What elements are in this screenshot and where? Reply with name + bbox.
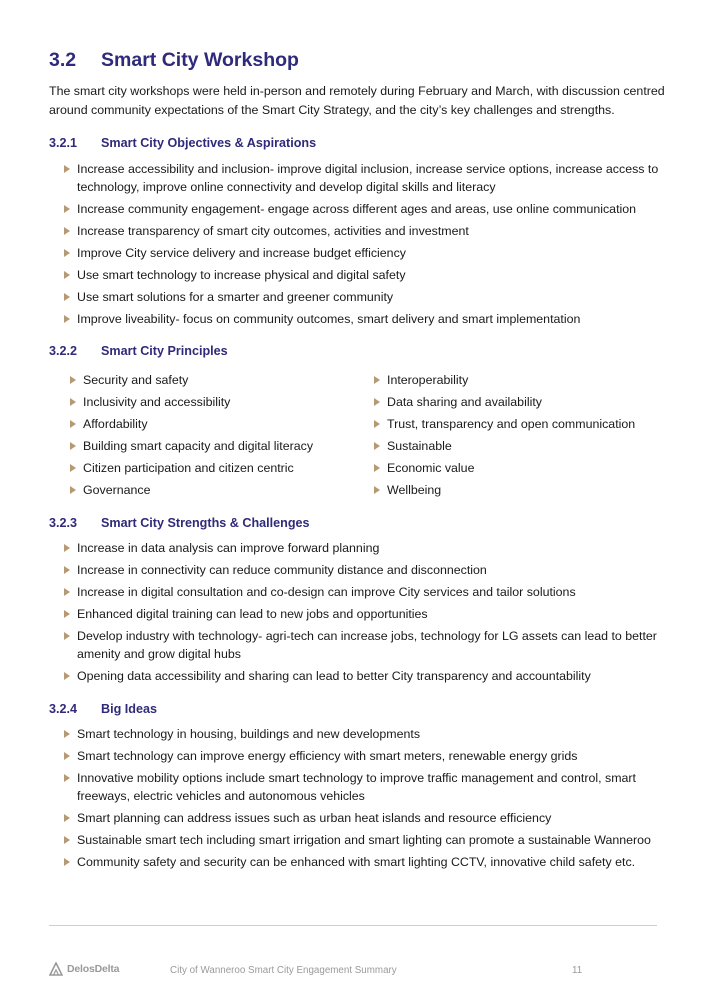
section-title: Smart City Workshop (101, 49, 299, 71)
principles-heading (49, 344, 228, 358)
strengths-list (63, 539, 663, 689)
principle-item: Inclusivity and accessibility (69, 393, 359, 411)
footer-logo (49, 962, 119, 976)
strengths-heading (49, 516, 310, 530)
big-idea-item: Community safety and security can be enhanced with smart lighting CCTV, innovative child safety etc. (63, 853, 663, 871)
strengths-number: 3.2.3 (49, 516, 78, 530)
footer-title: City of Wanneroo Smart City Engagement Summary (170, 965, 397, 976)
big-idea-item: Sustainable smart tech including smart irrigation and smart lighting can promote a sustainable Wanneroo (63, 831, 663, 849)
strength-item: Opening data accessibility and sharing can lead to better City transparency and accountability (63, 667, 663, 685)
section-heading (49, 49, 299, 72)
big-ideas-heading (49, 702, 157, 716)
objective-item: Increase accessibility and inclusion- improve digital inclusion, increase service options, increase access to technology, improve online connectivity and develop digital skills and literacy (63, 160, 663, 196)
strength-item: Develop industry with technology- agri-tech can increase jobs, technology for LG assets can lead to better amenity and grow digital hubs (63, 627, 663, 663)
section-number: 3.2 (49, 49, 77, 71)
logo-text: DelosDelta (67, 963, 120, 975)
strength-item: Increase in data analysis can improve forward planning (63, 539, 663, 557)
principles-right-list (373, 371, 663, 503)
objective-item: Increase community engagement- engage across different ages and areas, use online communication (63, 200, 663, 218)
big-ideas-title: Big Ideas (101, 702, 157, 716)
principle-item: Data sharing and availability (373, 393, 663, 411)
strength-item: Increase in digital consultation and co-design can improve City services and tailor solutions (63, 583, 663, 601)
principle-item: Affordability (69, 415, 359, 433)
strength-item: Increase in connectivity can reduce community distance and disconnection (63, 561, 663, 579)
objectives-list (63, 160, 663, 332)
principle-item: Trust, transparency and open communication (373, 415, 663, 433)
delos-delta-logo-icon (49, 962, 63, 976)
principle-item: Citizen participation and citizen centric (69, 459, 359, 477)
big-idea-item: Innovative mobility options include smart technology to improve traffic management and control, smart freeways, electric vehicles and autonomous vehicles (63, 769, 663, 805)
objective-item: Use smart solutions for a smarter and greener community (63, 288, 663, 306)
principle-item: Governance (69, 481, 359, 499)
principle-item: Wellbeing (373, 481, 663, 499)
principle-item: Interoperability (373, 371, 663, 389)
page-number: 11 (572, 965, 583, 976)
objective-item: Use smart technology to increase physical and digital safety (63, 266, 663, 284)
principle-item: Building smart capacity and digital literacy (69, 437, 359, 455)
objective-item: Increase transparency of smart city outcomes, activities and investment (63, 222, 663, 240)
principles-left-list (69, 371, 359, 503)
principle-item: Security and safety (69, 371, 359, 389)
intro-paragraph: The smart city workshops were held in-person and remotely during February and March, with discussion centred around community expectations of the Smart City Strategy, and the city’s key challenges and strengths. (49, 84, 665, 117)
strength-item: Enhanced digital training can lead to new jobs and opportunities (63, 605, 663, 623)
big-idea-item: Smart technology in housing, buildings and new developments (63, 725, 663, 743)
objectives-heading (49, 136, 316, 150)
principle-item: Sustainable (373, 437, 663, 455)
objective-item: Improve liveability- focus on community outcomes, smart delivery and smart implementation (63, 310, 663, 328)
objective-item: Improve City service delivery and increase budget efficiency (63, 244, 663, 262)
footer-divider (49, 925, 657, 926)
big-ideas-list (63, 725, 663, 875)
objectives-title: Smart City Objectives & Aspirations (101, 136, 317, 150)
big-idea-item: Smart technology can improve energy efficiency with smart meters, renewable energy grids (63, 747, 663, 765)
principle-item: Economic value (373, 459, 663, 477)
principles-title: Smart City Principles (101, 344, 228, 358)
principles-number: 3.2.2 (49, 344, 78, 358)
objectives-number: 3.2.1 (49, 136, 78, 150)
big-ideas-number: 3.2.4 (49, 702, 78, 716)
big-idea-item: Smart planning can address issues such as urban heat islands and resource efficiency (63, 809, 663, 827)
strengths-title: Smart City Strengths & Challenges (101, 516, 310, 530)
